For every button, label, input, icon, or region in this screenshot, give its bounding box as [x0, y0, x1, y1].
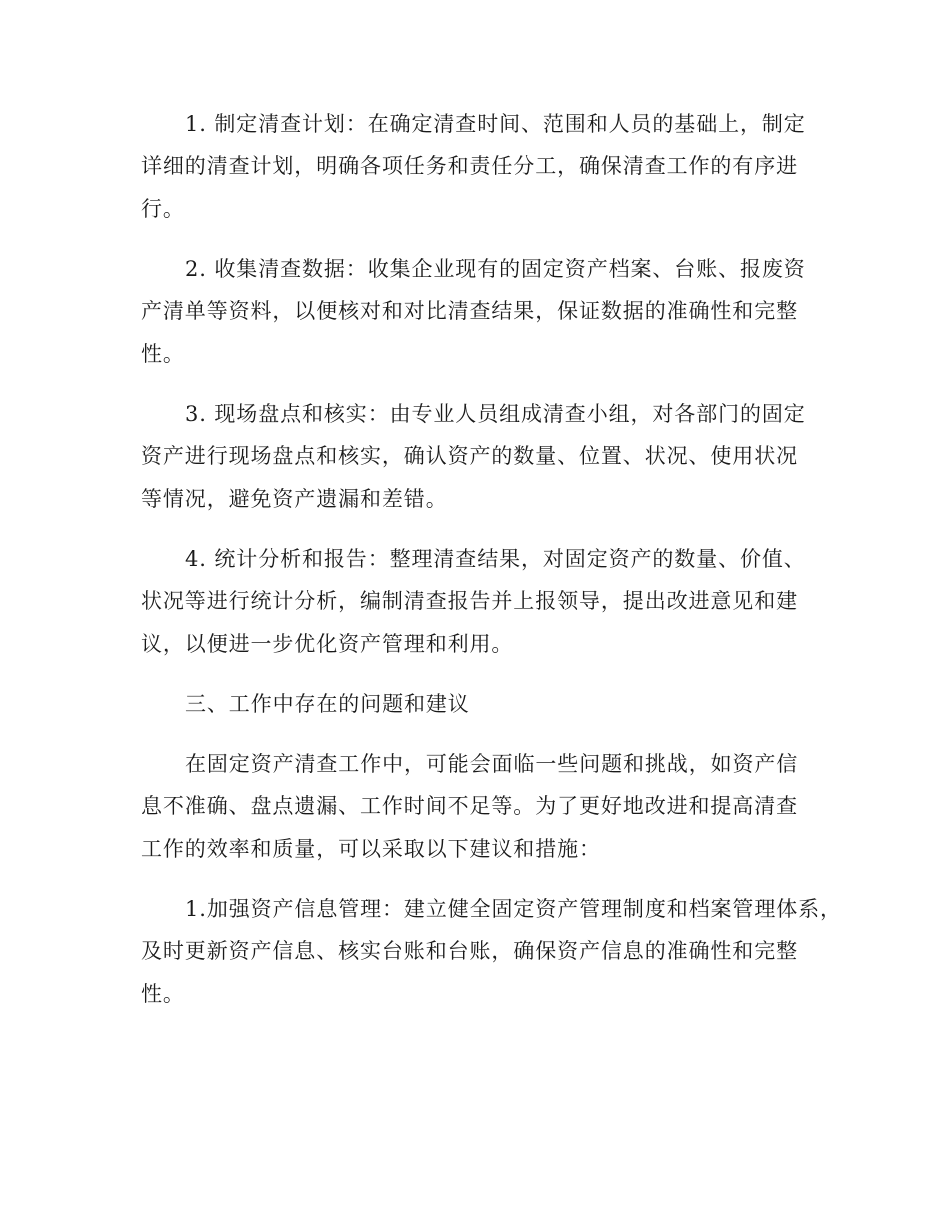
- paragraph-line: 4. 统计分析和报告：整理清查结果，对固定资产的数量、价值、: [185, 547, 806, 571]
- paragraph-line: 议，以便进一步优化资产管理和利用。: [141, 632, 514, 656]
- paragraph-line: 性。: [141, 342, 185, 366]
- paragraph-line: 2. 收集清查数据：收集企业现有的固定资产档案、台账、报废资: [185, 257, 806, 281]
- paragraph-line: 资产进行现场盘点和核实，确认资产的数量、位置、状况、使用状况: [141, 444, 798, 468]
- paragraph-line: 等情况，避免资产遗漏和差错。: [141, 487, 448, 511]
- paragraph-line: 产清单等资料，以便核对和对比清查结果，保证数据的准确性和完整: [141, 299, 798, 323]
- paragraph-line: 及时更新资产信息、核实台账和台账，确保资产信息的准确性和完整: [141, 939, 798, 963]
- paragraph-line: 3. 现场盘点和核实：由专业人员组成清查小组，对各部门的固定: [185, 402, 806, 426]
- paragraph-line: 在固定资产清查工作中，可能会面临一些问题和挑战，如资产信: [185, 752, 799, 776]
- paragraph-line: 息不准确、盘点遗漏、工作时间不足等。为了更好地改进和提高清查: [141, 794, 798, 818]
- paragraph-line: 1. 制定清查计划：在确定清查时间、范围和人员的基础上，制定: [185, 112, 806, 136]
- heading-line: 三、工作中存在的问题和建议: [185, 692, 470, 716]
- paragraph-line: 性。: [141, 982, 185, 1006]
- paragraph-line: 工作的效率和质量，可以采取以下建议和措施：: [141, 837, 601, 861]
- paragraph-line: 状况等进行统计分析，编制清查报告并上报领导，提出改进意见和建: [141, 589, 798, 613]
- paragraph-line: 1.加强资产信息管理：建立健全固定资产管理制度和档案管理体系，: [185, 897, 842, 921]
- paragraph-line: 行。: [141, 197, 185, 221]
- paragraph-line: 详细的清查计划，明确各项任务和责任分工，确保清查工作的有序进: [141, 154, 798, 178]
